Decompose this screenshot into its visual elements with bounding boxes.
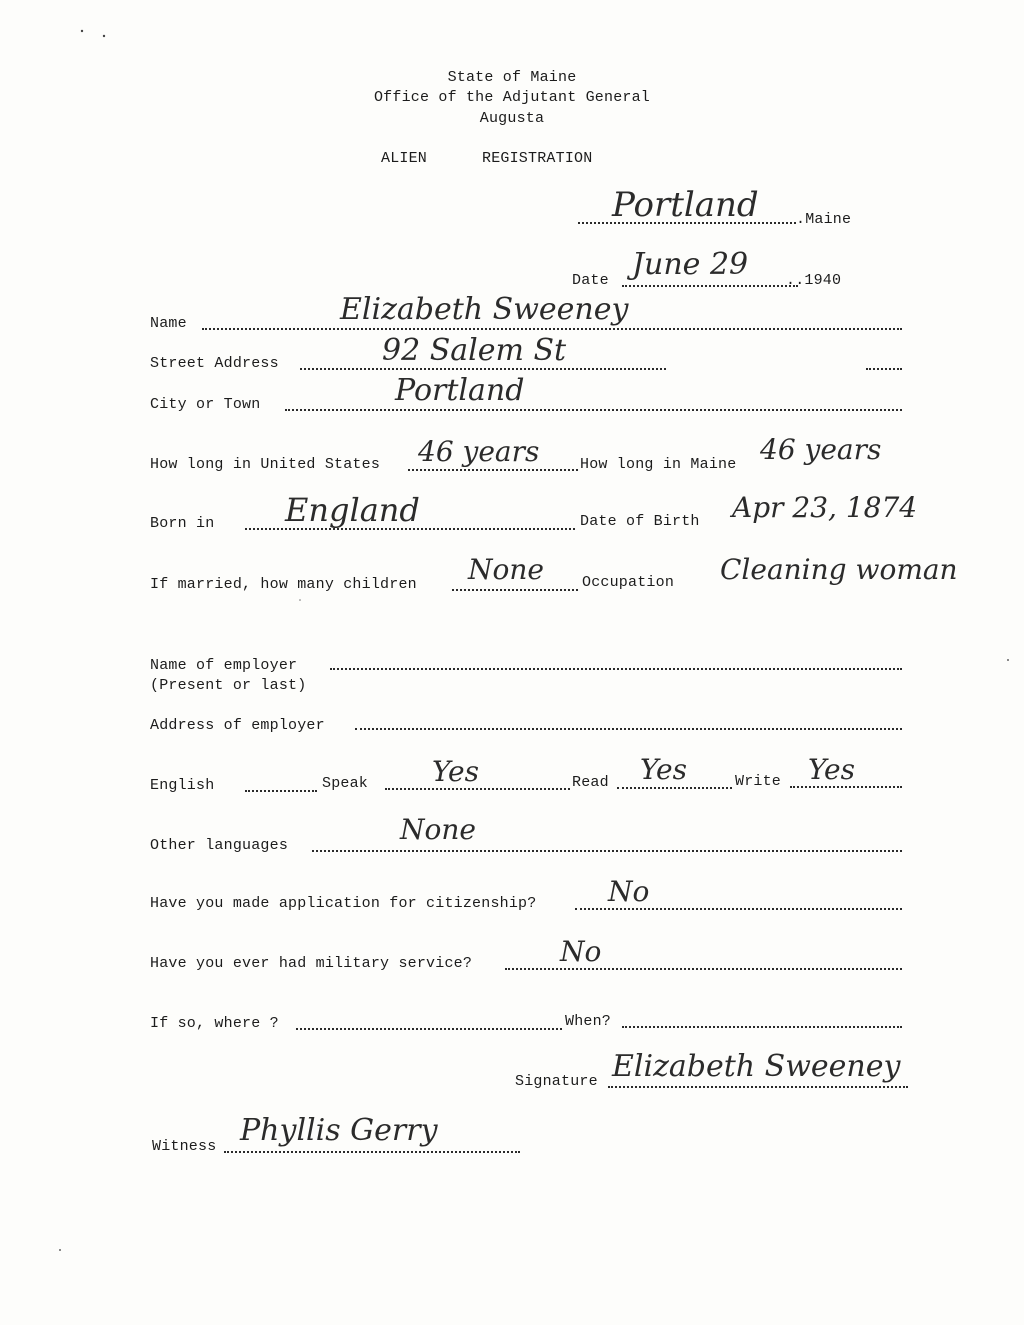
write-value: Yes xyxy=(808,753,855,786)
maine-duration-value: 46 years xyxy=(760,433,882,466)
form-title-registration: REGISTRATION xyxy=(482,150,593,167)
other-languages-value: None xyxy=(400,813,476,846)
city-value: Portland xyxy=(395,373,525,408)
date-value: June 29 xyxy=(632,247,749,282)
street-label: Street Address xyxy=(150,355,279,372)
employer-address-label: Address of employer xyxy=(150,717,325,734)
header-state: State of Maine xyxy=(447,69,577,86)
us-duration-value: 46 years xyxy=(418,435,540,468)
place-suffix: .Maine xyxy=(796,211,852,228)
witness-value: Phyllis Gerry xyxy=(240,1113,438,1148)
speak-value: Yes xyxy=(432,755,479,788)
city-label: City or Town xyxy=(150,396,261,413)
military-value: No xyxy=(560,935,602,968)
signature-label: Signature xyxy=(515,1073,598,1090)
form-title-alien: ALIEN xyxy=(381,150,428,167)
header-city: Augusta xyxy=(479,110,545,127)
citizenship-value: No xyxy=(608,875,650,908)
when-label: When? xyxy=(565,1013,612,1030)
street-value: 92 Salem St xyxy=(382,333,567,368)
born-in-label: Born in xyxy=(150,515,215,532)
us-duration-label: How long in United States xyxy=(150,456,381,473)
employer-sublabel: (Present or last) xyxy=(150,677,307,694)
other-languages-label: Other languages xyxy=(150,837,289,854)
speak-label: Speak xyxy=(322,775,369,792)
name-value: Elizabeth Sweeney xyxy=(340,292,629,327)
english-label: English xyxy=(150,777,215,794)
place-value: Portland xyxy=(612,185,759,225)
signature-value: Elizabeth Sweeney xyxy=(612,1049,901,1084)
header-office: Office of the Adjutant General xyxy=(373,89,651,106)
where-label: If so, where ? xyxy=(150,1015,279,1032)
military-label: Have you ever had military service? xyxy=(150,955,473,972)
citizenship-label: Have you made application for citizenship? xyxy=(150,895,537,912)
read-value: Yes xyxy=(640,753,687,786)
children-value: None xyxy=(468,553,544,586)
date-label: Date xyxy=(572,272,609,289)
read-label: Read xyxy=(572,774,609,791)
dob-value: Apr 23, 1874 xyxy=(732,491,918,524)
occupation-label: Occupation xyxy=(582,574,675,591)
employer-label: Name of employer xyxy=(150,657,298,674)
born-in-value: England xyxy=(285,491,420,529)
date-year: ..1940 xyxy=(786,272,842,289)
dob-label: Date of Birth xyxy=(580,513,700,530)
name-label: Name xyxy=(150,315,187,332)
witness-label: Witness xyxy=(152,1138,217,1155)
write-label: Write xyxy=(735,773,782,790)
maine-duration-label: How long in Maine xyxy=(580,456,737,473)
occupation-value: Cleaning woman xyxy=(720,553,958,586)
children-label: If married, how many children xyxy=(150,576,417,593)
